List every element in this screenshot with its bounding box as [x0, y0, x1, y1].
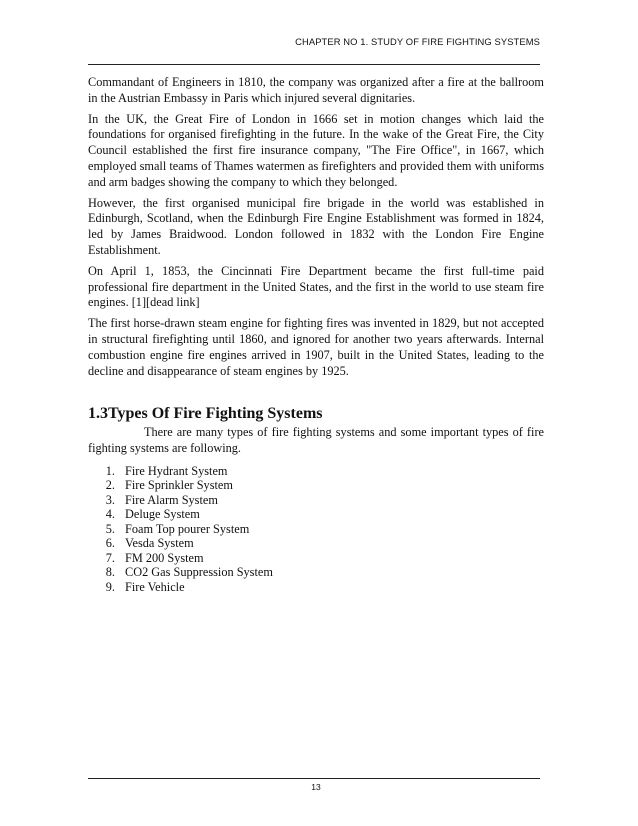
list-number: 8. [105, 565, 115, 580]
paragraph: The first horse-drawn steam engine for fighting fires was invented in 1829, but not accepted in structural firefighting until 1860, and ignored for another two years afterwards. Internal combustion engine fire engines arrived in 1907, built in the United States, leading to the decline and disappearance of steam engines by 1925. [88, 316, 544, 378]
page-number: 13 [311, 782, 321, 792]
section-heading: 1.3Types Of Fire Fighting Systems [88, 405, 323, 423]
header-rule [88, 64, 540, 65]
list-item-label: CO2 Gas Suppression System [125, 565, 273, 580]
list-item-label: Fire Alarm System [125, 492, 218, 507]
list-number: 1. [105, 463, 115, 478]
list-item [88, 478, 544, 493]
list-number: 2. [105, 478, 115, 493]
list-number: 7. [105, 550, 115, 565]
list-number: 4. [105, 507, 115, 522]
list-item-label: Foam Top pourer System [125, 521, 250, 536]
list-item-label: Fire Hydrant System [125, 463, 228, 478]
system-types-list [88, 464, 544, 595]
list-item-label: Vesda System [125, 536, 194, 551]
list-item [88, 507, 544, 522]
list-item [88, 580, 544, 595]
list-item-label: FM 200 System [125, 550, 204, 565]
page-body [88, 75, 544, 594]
list-item [88, 464, 544, 479]
list-item-label: Deluge System [125, 507, 200, 522]
list-number: 9. [105, 579, 115, 594]
list-number: 6. [105, 536, 115, 551]
paragraph: However, the first organised municipal fire brigade in the world was established in Edinburgh, Scotland, when the Edinburgh Fire Engine Establishment was formed in 1824, led by James Braidwood. London followed in 1832 with the London Fire Engine Establishment. [88, 195, 544, 257]
section-intro: There are many types of fire fighting systems and some important types of fire fighting systems are following. [88, 425, 544, 456]
list-item [88, 522, 544, 537]
list-item [88, 551, 544, 566]
list-number: 3. [105, 492, 115, 507]
list-item-label: Fire Sprinkler System [125, 478, 233, 493]
list-item [88, 493, 544, 508]
paragraph: On April 1, 1853, the Cincinnati Fire Department became the first full-time paid professional fire department in the United States, and the first in the world to use steam fire engines. [1][dead link] [88, 263, 544, 310]
list-item [88, 565, 544, 580]
footer-rule [88, 778, 540, 779]
paragraph: Commandant of Engineers in 1810, the company was organized after a fire at the ballroom in the Austrian Embassy in Paris which injured several dignitaries. [88, 75, 544, 105]
list-item-label: Fire Vehicle [125, 579, 185, 594]
list-number: 5. [105, 521, 115, 536]
running-header: CHAPTER NO 1. STUDY OF FIRE FIGHTING SYSTEMS [295, 36, 540, 47]
paragraph: In the UK, the Great Fire of London in 1666 set in motion changes which laid the foundations for organised firefighting in the future. In the wake of the Great Fire, the City Council established the first fire insurance company, "The Fire Office", in 1667, which employed small teams of Thames watermen as firefighters and provided them with uniforms and arm badges showing the company to which they belonged. [88, 111, 544, 189]
list-item [88, 536, 544, 551]
